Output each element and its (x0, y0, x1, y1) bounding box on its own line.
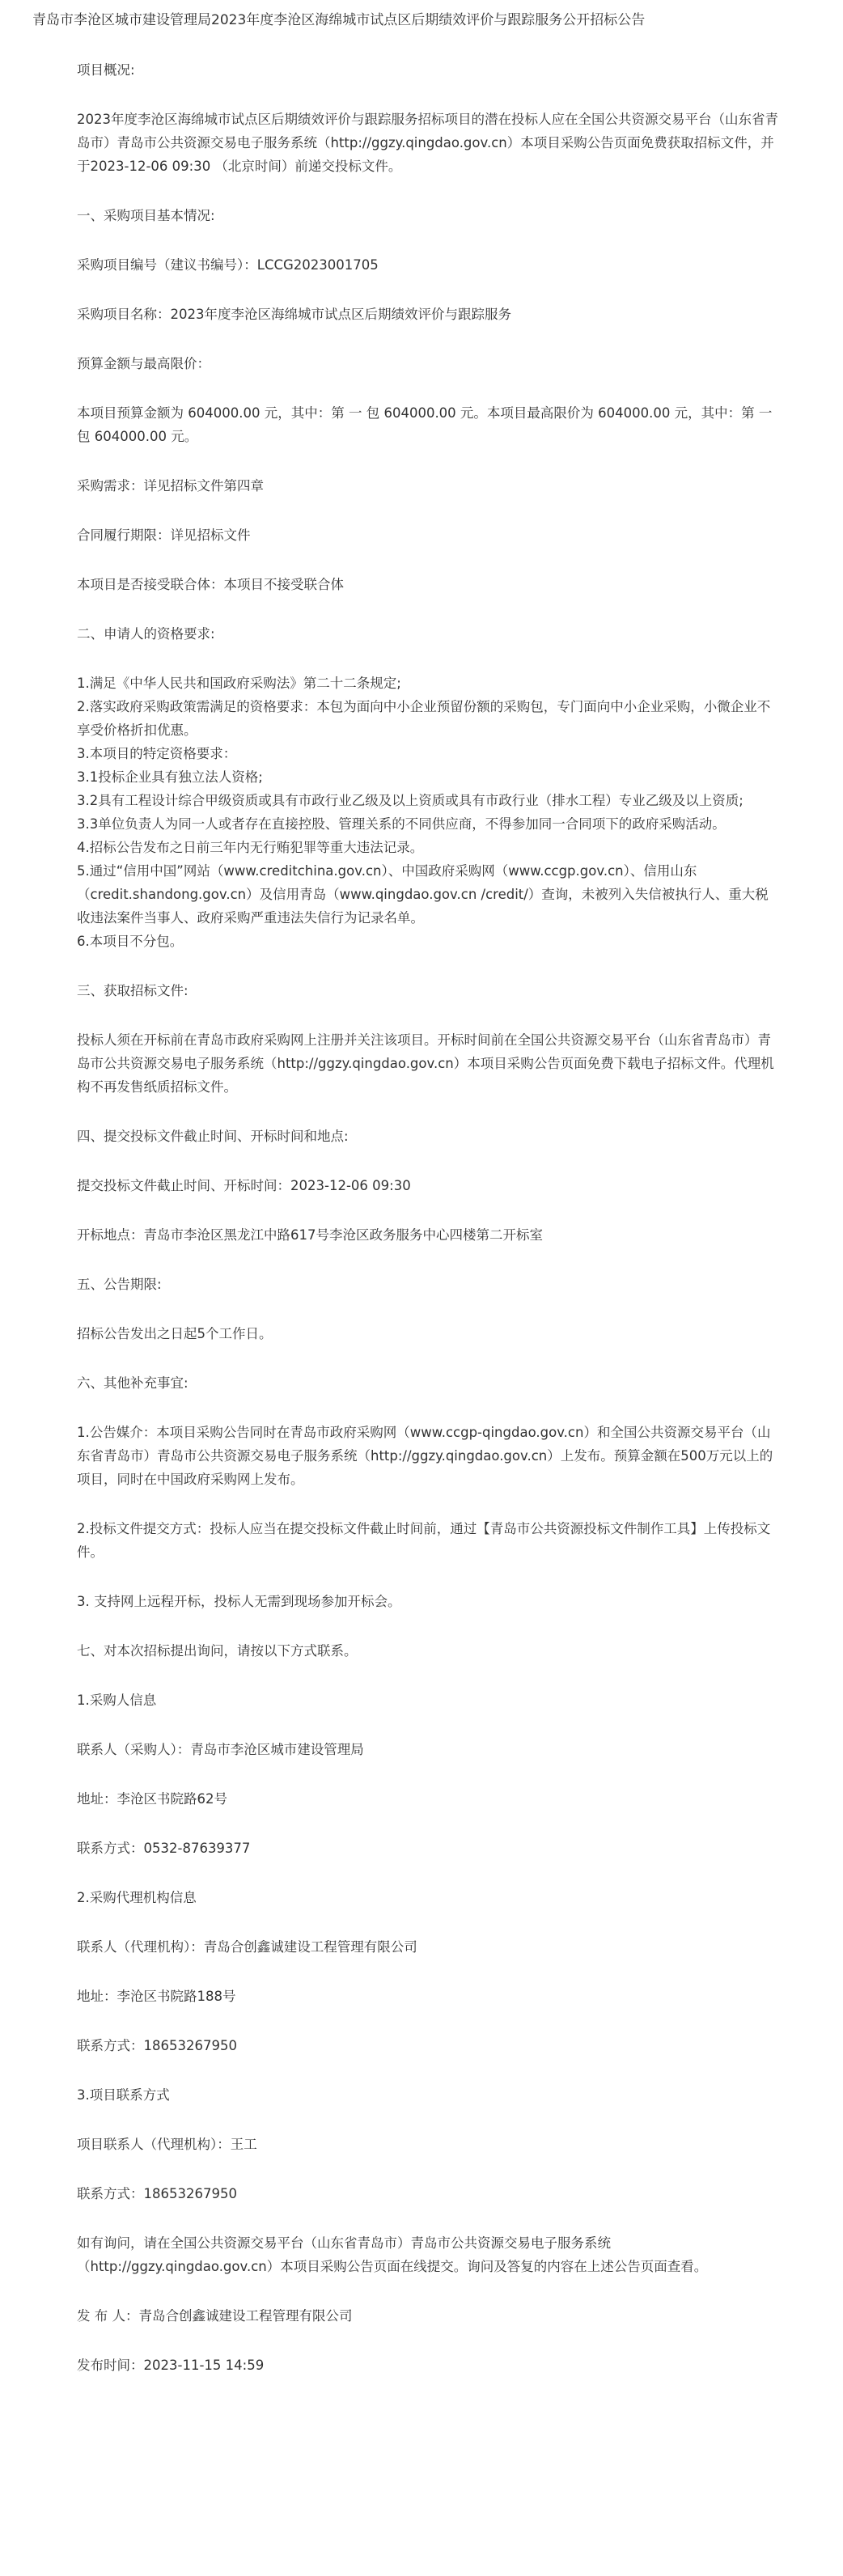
section-4-heading: 四、提交投标文件截止时间、开标时间和地点: (77, 1129, 349, 1144)
requirement-item: 6.本项目不分包。 (77, 934, 184, 949)
budget-text: 本项目预算金额为 604000.00 元，其中：第 一 包 604000.00 元。本项目最高限价为 604000.00 元，其中：第 一 包 604000.00 元。 (77, 405, 773, 444)
requirement-item: 2.落实政府采购政策需满足的资格要求：本包为面向中小企业预留份额的采购包，专门面向中小企业采购，小微企业不享受价格折扣优惠。 (77, 699, 771, 738)
overview-text: 2023年度李沧区海绵城市试点区后期绩效评价与跟踪服务招标项目的潜在投标人应在全国公共资源交易平台（山东省青岛市）青岛市公共资源交易电子服务系统（http://ggzy.qingdao.gov.cn）本项目采购公告页面免费获取招标文件，并于2023-12-06 09:30 （北京时间）前递交投标文件。 (77, 112, 778, 174)
inquiry-text: 如有询问，请在全国公共资源交易平台（山东省青岛市）青岛市公共资源交易电子服务系统（http://ggzy.qingdao.gov.cn）本项目采购公告页面在线提交。询问及答复的内容在上述公告页面查看。 (77, 2235, 708, 2274)
section-6-heading: 六、其他补充事宜: (77, 1375, 189, 1391)
requirement-item: 3.本项目的特定资格要求： (77, 746, 237, 761)
project-contact: 项目联系人（代理机构）：王工 (77, 2137, 257, 2152)
opening-location: 开标地点：青岛市李沧区黑龙江中路617号李沧区政务服务中心四楼第二开标室 (77, 1227, 543, 1243)
section-1-heading: 一、采购项目基本情况: (77, 208, 215, 223)
requirements-list (77, 672, 778, 953)
requirement-item: 3.1投标企业具有独立法人资格; (77, 769, 263, 785)
project-name: 采购项目名称：2023年度李沧区海绵城市试点区后期绩效评价与跟踪服务 (77, 307, 511, 322)
agent-phone: 联系方式：18653267950 (77, 2038, 237, 2053)
requirement-item: 5.通过“信用中国”网站（www.creditchina.gov.cn）、中国政府采购网（www.ccgp.gov.cn）、信用山东（credit.shandong.gov.cn）及信用青岛（www.qingdao.gov.cn /credit/）查询，未被列入失信被执行人、重大税收违法案件当事人、政府采购严重违法失信行为记录名单。 (77, 863, 769, 926)
consortium-note: 本项目是否接受联合体：本项目不接受联合体 (77, 577, 344, 592)
section-5-heading: 五、公告期限: (77, 1277, 162, 1292)
section-3-heading: 三、获取招标文件: (77, 983, 189, 998)
section-5-text: 招标公告发出之日起5个工作日。 (77, 1326, 273, 1341)
overview-heading: 项目概况: (77, 62, 135, 78)
budget-heading: 预算金额与最高限价： (77, 356, 210, 371)
project-phone: 联系方式：18653267950 (77, 2186, 237, 2201)
requirement-item: 4.招标公告发布之日前三年内无行贿犯罪等重大违法记录。 (77, 840, 424, 855)
announcement-body (32, 58, 811, 2377)
buyer-phone: 联系方式：0532-87639377 (77, 1841, 251, 1856)
agent-contact: 联系人（代理机构）：青岛合创鑫诚建设工程管理有限公司 (77, 1939, 417, 1955)
buyer-contact: 联系人（采购人）：青岛市李沧区城市建设管理局 (77, 1742, 364, 1757)
buyer-heading: 1.采购人信息 (77, 1693, 157, 1708)
agent-heading: 2.采购代理机构信息 (77, 1890, 197, 1905)
requirement-item: 3.3单位负责人为同一人或者存在直接控股、管理关系的不同供应商，不得参加同一合同项下的政府采购活动。 (77, 816, 726, 832)
deadline-text: 提交投标文件截止时间、开标时间：2023-12-06 09:30 (77, 1178, 411, 1193)
section-3-text: 投标人须在开标前在青岛市政府采购网上注册并关注该项目。开标时间前在全国公共资源交易平台（山东省青岛市）青岛市公共资源交易电子服务系统（http://ggzy.qingdao.gov.cn）本项目采购公告页面免费下载电子招标文件。代理机构不再发售纸质招标文件。 (77, 1032, 774, 1095)
page-title: 青岛市李沧区城市建设管理局2023年度李沧区海绵城市试点区后期绩效评价与跟踪服务公开招标公告 (32, 12, 646, 28)
agent-address: 地址：李沧区书院路188号 (77, 1989, 236, 2004)
contract-period: 合同履行期限：详见招标文件 (77, 527, 251, 543)
section-7-heading: 七、对本次招标提出询问，请按以下方式联系。 (77, 1643, 358, 1659)
requirement-item: 1.满足《中华人民共和国政府采购法》第二十二条规定; (77, 676, 401, 691)
publisher: 发 布 人：青岛合创鑫诚建设工程管理有限公司 (77, 2308, 353, 2324)
procurement-demand: 采购需求：详见招标文件第四章 (77, 478, 264, 494)
publish-time: 发布时间：2023-11-15 14:59 (77, 2358, 265, 2373)
buyer-address: 地址：李沧区书院路62号 (77, 1791, 227, 1807)
project-number: 采购项目编号（建议书编号）：LCCG2023001705 (77, 257, 379, 273)
section-2-heading: 二、申请人的资格要求: (77, 626, 215, 642)
supplement-3: 3. 支持网上远程开标，投标人无需到现场参加开标会。 (77, 1594, 401, 1609)
project-contact-heading: 3.项目联系方式 (77, 2087, 170, 2103)
requirement-item: 3.2具有工程设计综合甲级资质或具有市政行业乙级及以上资质或具有市政行业（排水工程）专业乙级及以上资质; (77, 793, 743, 808)
supplement-1: 1.公告媒介：本项目采购公告同时在青岛市政府采购网（www.ccgp-qingdao.gov.cn）和全国公共资源交易平台（山东省青岛市）青岛市公共资源交易电子服务系统（http://ggzy.qingdao.gov.cn）上发布。预算金额在500万元以上的项目，同时在中国政府采购网上发布。 (77, 1425, 773, 1487)
supplement-2: 2.投标文件提交方式：投标人应当在提交投标文件截止时间前，通过【青岛市公共资源投标文件制作工具】上传投标文件。 (77, 1521, 771, 1560)
